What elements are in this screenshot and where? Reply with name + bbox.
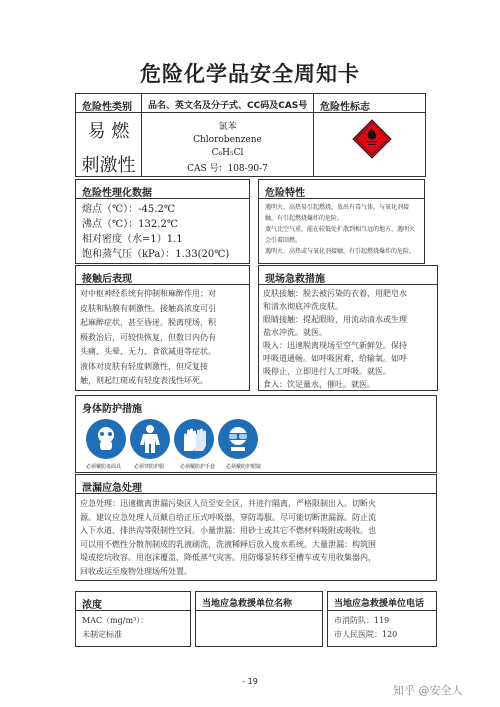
hazard-line: 蒸气比空气重，能在较低处扩散到相当远的地方，遇明火会引着回燃。	[265, 226, 416, 244]
physchem-line: 相对密度（水=1）1.1	[82, 234, 183, 245]
category-flammable: 易 燃	[87, 121, 130, 142]
firstaid-text	[259, 285, 437, 393]
emergency-phone-label: 当地应急救援单位电话	[328, 592, 436, 611]
chemical-formula: C₆H₅Cl	[211, 148, 244, 158]
physchem-line: 熔点（℃）：-45.2℃	[82, 204, 176, 215]
contact-line: 对中枢神经系统有抑制和麻醉作用；对	[80, 289, 216, 298]
concentration-line: 未制定标准	[82, 630, 122, 639]
names-box	[141, 93, 314, 177]
firstaid-line: 皮肤接触：脱去被污染的衣着，用肥皂水	[263, 289, 407, 298]
firstaid-line: 吸停止，立即进行人工呼吸。就医。	[263, 367, 391, 376]
contact-text	[76, 285, 249, 391]
contact-line: 起麻醉症状，甚至昏迷。脱离现场，积	[80, 318, 216, 327]
concentration-line: MAC（mg/m³）：	[82, 616, 149, 625]
firstaid-line: 眼睛接触：提起眼睑，用流动清水或生理	[263, 315, 407, 324]
category-irritant: 刺激性	[81, 155, 136, 176]
page-number: - 19	[242, 677, 258, 686]
physchem-line: 沸点（℃）：132.2℃	[82, 219, 179, 230]
watermark: 知乎 @安全人	[393, 684, 463, 697]
emergency-phone-line: 市消防队：119	[334, 616, 390, 625]
ppe-item-label: 必须戴防护眼镜	[226, 464, 262, 470]
firstaid-line: 盐水冲洗。就医。	[263, 328, 327, 337]
ppe-label: 身体防护措施	[82, 404, 142, 415]
emergency-center-box	[195, 591, 323, 647]
physchem-text	[76, 199, 249, 265]
physchem-box	[75, 179, 250, 264]
contact-line: 液体对皮肤有轻度刺激性，但反复接	[80, 361, 208, 371]
chemical-name-en: Chlorobenzene	[193, 135, 262, 145]
spill-line: 应急处理：迅速撤离泄漏污染区人员至安全区，并进行隔离，严格限制出入。切断火	[80, 499, 376, 508]
ppe-box	[75, 395, 437, 473]
emergency-phone-box	[327, 591, 437, 647]
firstaid-line: 食入：饮足量水，催吐。就医。	[263, 380, 375, 389]
contact-label: 接触后表现	[76, 266, 249, 285]
concentration-label: 浓度	[76, 592, 190, 611]
safety-goggles-icon	[218, 419, 258, 459]
symbol-box	[313, 93, 426, 177]
ppe-item-label: 必须戴防毒面具	[86, 464, 122, 470]
spill-line: 回收或运至废物处理场所处置。	[80, 566, 192, 576]
symbol-label: 危险性标志	[314, 94, 425, 113]
firstaid-line: 吸入：迅速脱离现场至空气新鲜处。保持	[263, 341, 407, 350]
page-title: 危险化学品安全周知卡	[140, 62, 360, 86]
category-label: 危险性类别	[76, 94, 141, 113]
physchem-label: 危险性理化数据	[76, 180, 249, 199]
names-label: 品名、英文名及分子式、CC码及CAS号	[142, 94, 313, 113]
contact-line: 皮肤和粘膜有刺激性。接触高浓度可引	[80, 303, 216, 313]
contact-line: 触，则起红斑或有轻度表浅性坏死。	[80, 376, 208, 385]
hazard-line: 遇明火、高热或与氧化剂接触，有引起燃烧爆炸的危险。	[265, 248, 416, 255]
category-box	[75, 93, 142, 177]
concentration-box	[75, 591, 191, 647]
contact-line: 极救治后，可较快恢复，但数日内仍有	[80, 332, 216, 342]
ppe-item-label: 必须穿防护服	[134, 464, 165, 470]
flammable-diamond-icon	[352, 119, 392, 159]
physchem-line: 饱和蒸气压（kPa）：1.33(20℃)	[82, 249, 230, 260]
emergency-center-label: 当地应急救援单位名称	[196, 592, 322, 611]
protective-suit-icon	[130, 419, 170, 459]
spill-box	[75, 474, 437, 581]
firstaid-line: 呼吸道通畅。如呼吸困难，给输氧。如呼	[263, 354, 407, 363]
protective-gloves-icon	[174, 419, 214, 459]
contact-line: 头痛、头晕、无力、食欲减退等症状。	[80, 347, 216, 356]
spill-line: 堤或挖坑收容。用泡沫覆盖，降低蒸气灾害。用防爆泵转移至槽车或专用收集器内，	[80, 553, 376, 563]
spill-line: 可以用不燃性分散剂制成的乳液刷洗，洗液稀释后放入废水系统。大量泄漏：构筑围	[80, 539, 376, 549]
emergency-phone-line: 市人民医院：120	[334, 630, 398, 639]
spill-text	[76, 494, 436, 582]
ppe-item-label: 必须戴防护手套	[180, 464, 216, 470]
firstaid-line: 和清水彻底冲洗皮肤。	[263, 302, 343, 311]
gas-mask-icon	[86, 419, 126, 459]
hazard-text	[259, 199, 424, 260]
firstaid-box	[258, 265, 438, 391]
chemical-name-cn: 氯苯	[218, 122, 237, 132]
hazard-label: 危险特性	[259, 180, 424, 199]
spill-line: 源。建议应急处理人员戴自给正压式呼吸器，穿防毒服。尽可能切断泄漏源。防止流	[80, 512, 376, 522]
firstaid-label: 现场急救措施	[259, 266, 437, 285]
hazard-box	[258, 179, 425, 264]
concentration-text	[76, 611, 190, 645]
chemical-cas: CAS 号：108-90-7	[187, 164, 268, 174]
spill-label: 泄漏应急处理	[76, 475, 436, 494]
contact-box	[75, 265, 250, 391]
emergency-phone-text	[328, 611, 436, 645]
hazard-line: 遇明火、高热易引起燃烧，放出有毒气体，与氧化剂接触，有引起燃烧爆炸的危险。	[265, 204, 410, 222]
spill-line: 入下水道、排洪沟等限制性空间。小量泄漏：用砂土或其它不燃材料吸附或吸收。也	[80, 526, 376, 536]
